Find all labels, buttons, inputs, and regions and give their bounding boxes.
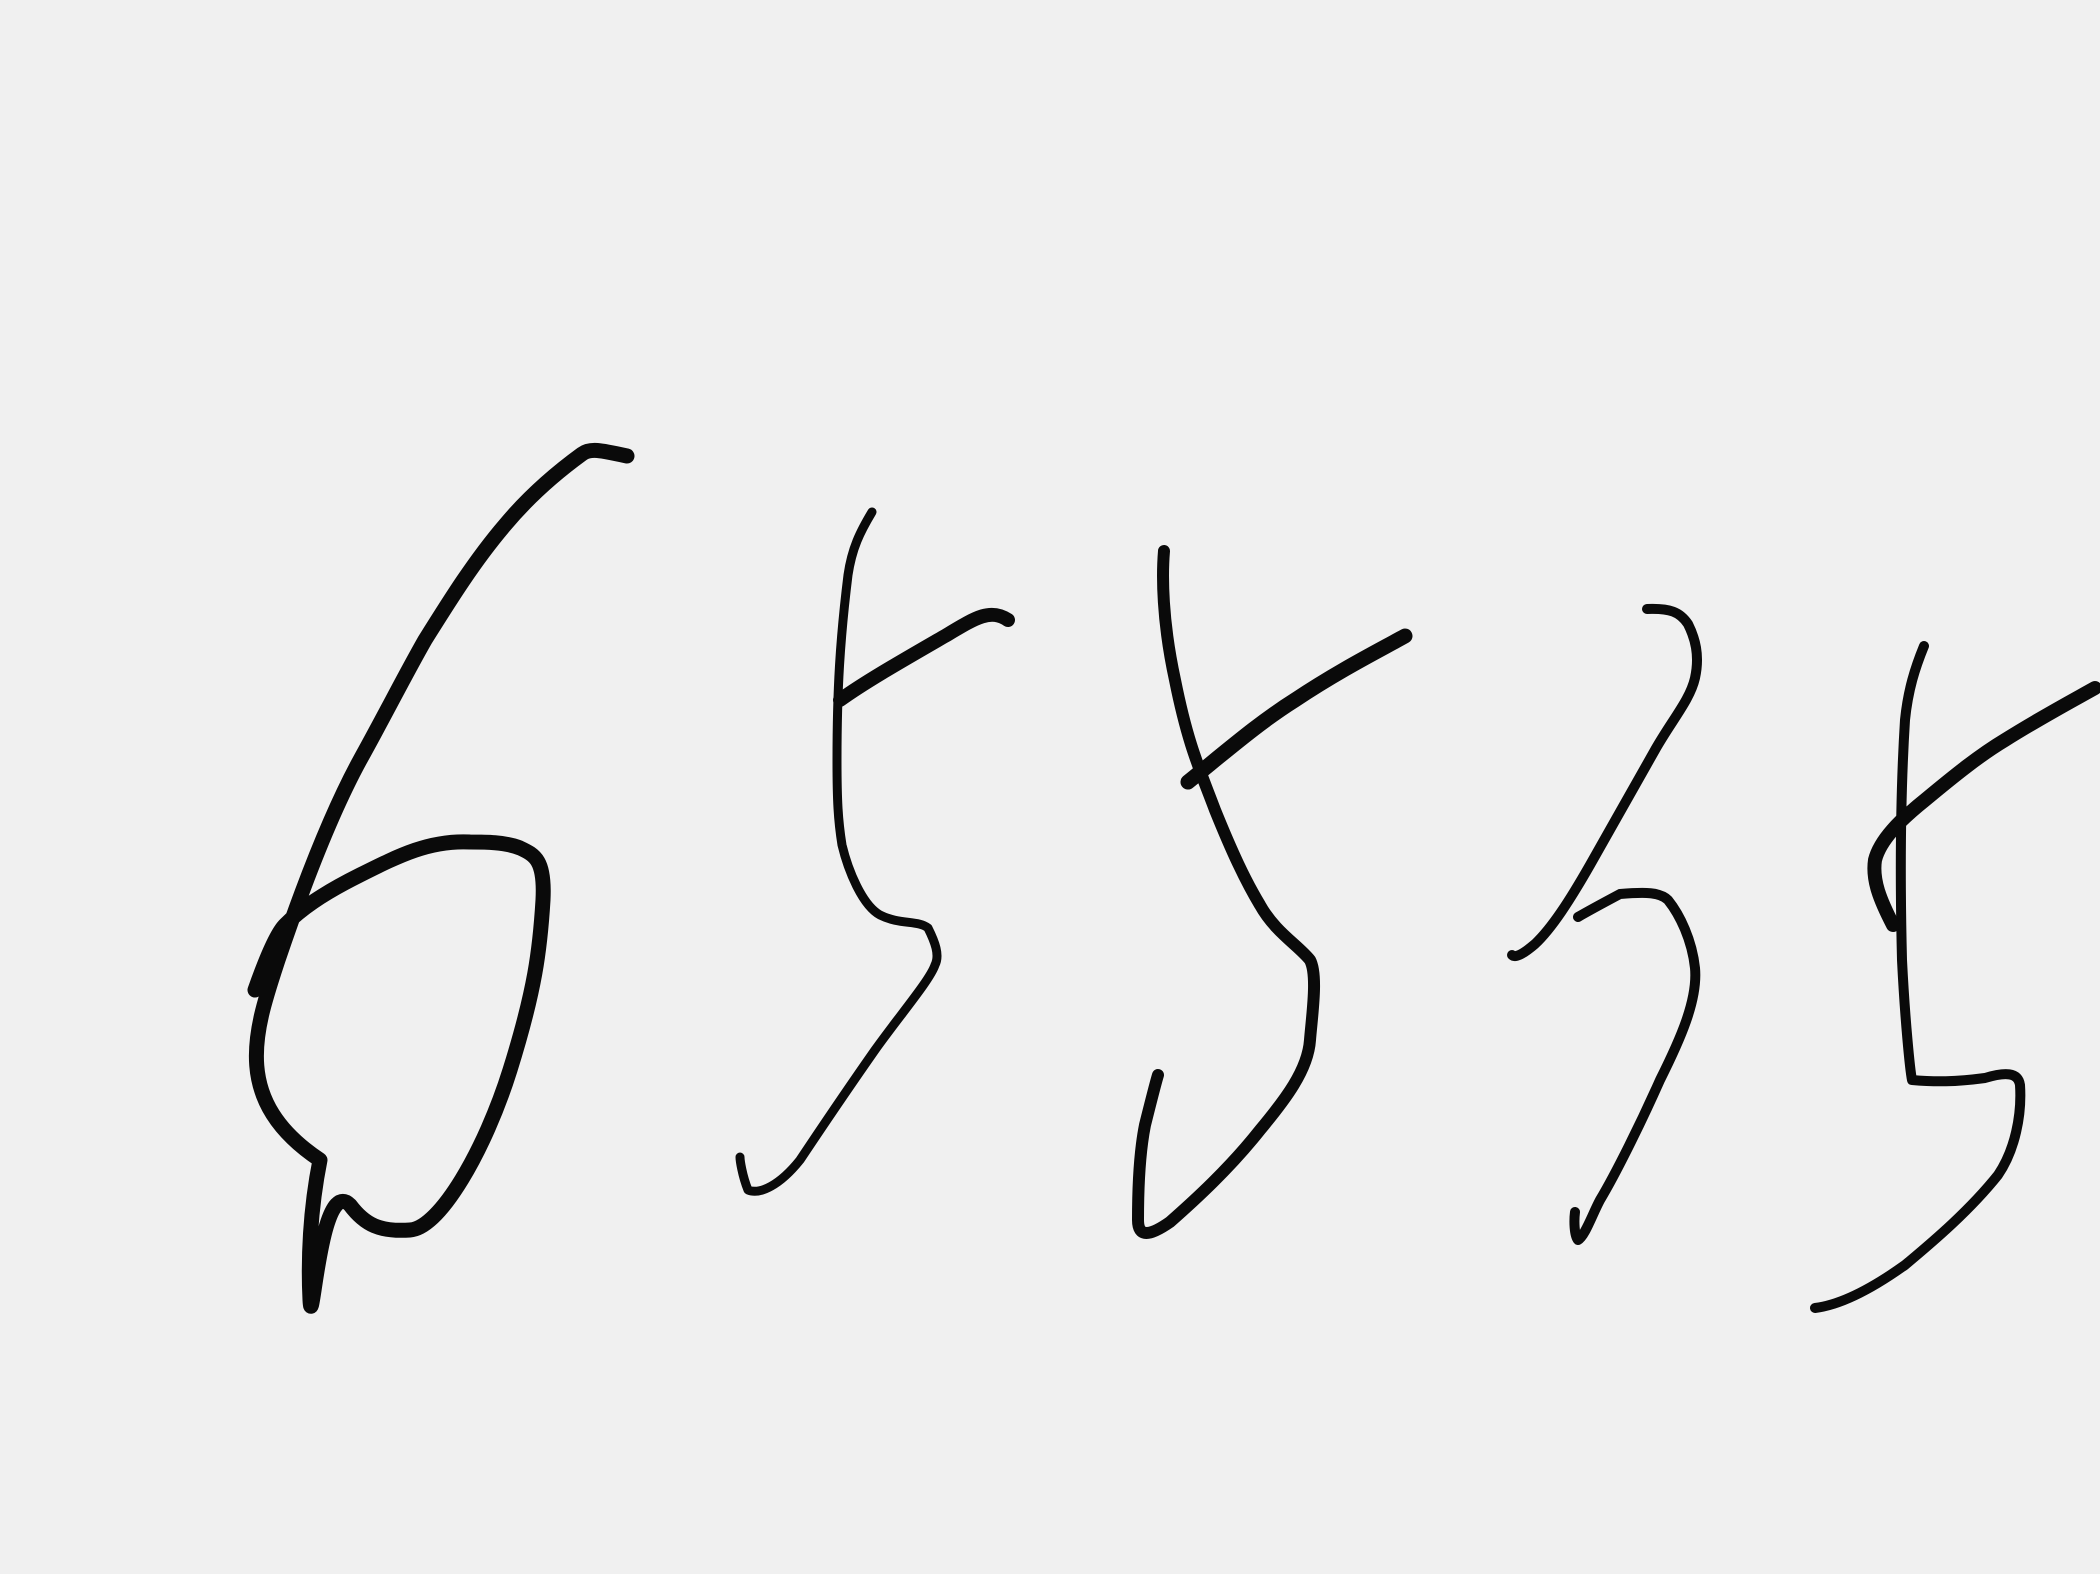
digit-5-first-stem	[740, 512, 937, 1191]
digit-5-first-bar	[840, 615, 1008, 700]
digit-3	[1512, 609, 1697, 1240]
digit-6-stroke	[255, 450, 627, 1306]
digit-3-bottom	[1574, 893, 1695, 1240]
digit-5-third	[1815, 646, 2095, 1308]
digit-5-second-bar	[1188, 636, 1405, 782]
digit-5-first	[740, 512, 1008, 1191]
digit-6	[255, 450, 627, 1306]
digit-5-second-stem	[1138, 551, 1314, 1233]
digit-5-second	[1138, 551, 1405, 1233]
